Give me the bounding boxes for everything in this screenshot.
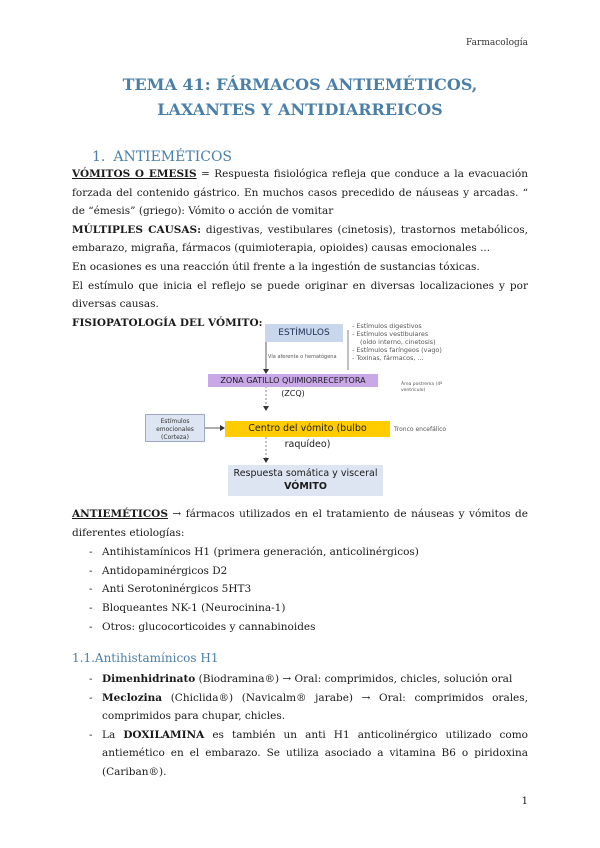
antiemeticos-block [72,505,528,636]
list-item: - Otros: glucocorticoides y cannabinoides [72,618,528,637]
causas-text: digestivas, vestibulares (cinetosis), trastornos metabólicos, embarazo, migraña, fármacos (quimioterapia, opioides) causas emocionales ... [72,223,528,255]
zcq-note-line: Área postrema (4º [401,382,443,387]
drug-details: (Biodramina®) → Oral: comprimidos, chicles, solución oral [195,673,513,685]
zcq-box: ZONA GATILLO QUIMIORRECEPTORA (ZCQ) [208,374,378,387]
estimulo-item: - Estímulos digestivos [352,322,422,330]
drug-item-meclozina [72,689,528,726]
antiemeticos-term: ANTIEMÉTICOS [72,508,168,520]
antiemeticos-list [72,543,528,636]
drug-name: Dimenhidrinato [102,673,196,685]
drug-name: Meclozina [102,691,163,704]
estimulos-box: ESTÍMULOS [265,324,343,342]
section-number: 1. [92,149,106,165]
vomit-physiology-diagram [140,322,520,500]
respuesta-line1: Respuesta somática y visceral [233,468,378,479]
drug-details: (Chiclida®) (Navicalm® jarabe) → Oral: comprimidos orales, comprimidos para chupar, chicles. [102,691,528,723]
antiemeticos-definition [72,505,528,542]
vomitos-definition [72,165,528,221]
respuesta-box [228,465,383,496]
arrow-head [263,458,269,463]
page-header-subject: Farmacología [466,38,528,48]
drug-details: es también un anti H1 anticolinérgico utilizado como antiemético en el embarazo. Se utiliza asociado a vitamina B6 o piridoxina (Cariban®). [102,728,528,778]
subsection-number: 1.1. [72,651,95,665]
list-item: - Antihistamínicos H1 (primera generación, anticolinérgicos) [72,543,528,562]
drug-item-dimenhidrinato [72,670,528,689]
tronco-encefalico-label: Tronco encefálico [394,426,447,433]
respuesta-line2: VÓMITO [284,481,327,492]
list-item: - Anti Serotoninérgicos 5HT3 [72,580,528,599]
via-aferente-label: Vía aferente o hematógena [268,354,337,360]
section-title: ANTIEMÉTICOS [113,149,233,165]
zcq-note-line: ventrículo) [401,387,426,393]
estimulos-list [352,322,442,362]
h1-drugs-list [72,670,528,782]
arrow-head [263,406,269,411]
page-title: TEMA 41: FÁRMACOS ANTIEMÉTICOS, LAXANTES Y ANTIDIARREICOS [122,75,478,119]
vomitos-text: Respuesta fisiológica refleja que conduce a la evacuación forzada del contenido gástrico. En muchos casos precedido de náuseas y arcadas. “ de “émesis” (griego): Vómito o acción de vomitar [72,168,528,218]
estimulo-item: - Estímulos vestibulares [352,330,429,338]
antiemeticos-arrow: → [167,508,186,520]
estimulo-item: - Toxinas, fármacos, ... [352,354,424,362]
subsection-heading-h1 [72,651,218,665]
causas-term: MÚLTIPLES CAUSAS: [72,223,201,236]
estimulo-line: El estímulo que inicia el reflejo se puede originar en diversas localizaciones y por diversas causas. [72,279,528,311]
list-item: - Antidopaminérgicos D2 [72,562,528,581]
drug-item-doxilamina [72,726,528,782]
subsection-title: Antihistamínicos H1 [94,651,219,665]
drug-name: DOXILAMINA [123,728,205,741]
page-number: 1 [521,796,528,807]
intro-paragraphs [72,165,528,332]
h1-drugs-block [72,670,528,782]
estimulo-item: - Estímulos faríngeos (vago) [352,346,442,354]
fisiopatologia-heading: FISIOPATOLOGÍA DEL VÓMITO: [72,316,263,329]
emocionales-box: Estímulos emocionales (Corteza) [145,414,205,442]
reaccion-line: En ocasiones es una reacción útil frente a la ingestión de sustancias tóxicas. [72,260,480,273]
estimulo-item: (oído interno, cinetosis) [360,338,436,346]
zcq-note [401,382,442,393]
vomitos-term: VÓMITOS O EMESIS [72,168,197,180]
vomitos-sep: = [196,168,215,180]
antiemeticos-text: fármacos utilizados en el tratamiento de náuseas y vómitos de diferentes etiologías: [72,508,528,539]
drug-prefix: La [102,728,124,741]
centro-vomito-box: Centro del vómito (bulbo raquídeo) [225,421,390,437]
section-heading-antiemeticos [92,149,232,165]
list-item: - Bloqueantes NK-1 (Neurocinina-1) [72,599,528,618]
causas-paragraph [72,221,528,258]
